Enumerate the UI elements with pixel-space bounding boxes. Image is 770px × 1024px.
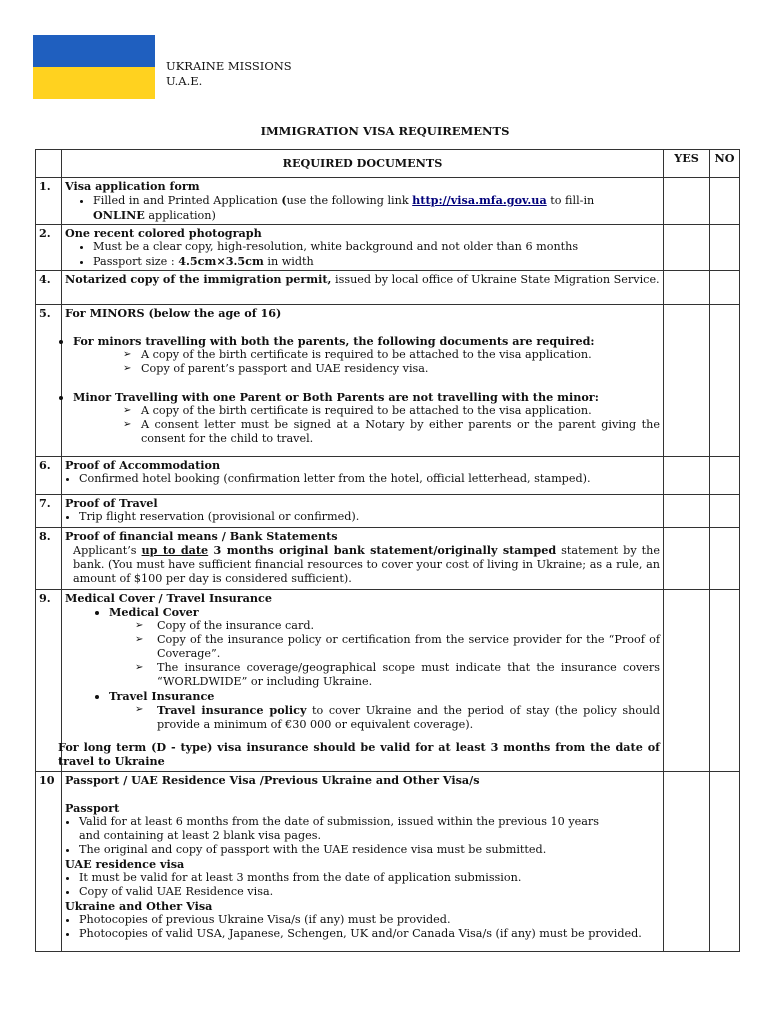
col-yes: YES [664,150,710,178]
table-row [36,590,740,772]
yes-cell[interactable] [664,271,710,305]
no-cell[interactable] [710,457,740,495]
list-item: ➢ The insurance coverage/geographical scope must indicate that the insurance covers “WORLDWIDE” or including Ukraine. [157,661,660,689]
yes-cell[interactable] [664,495,710,528]
yes-cell[interactable] [664,305,710,457]
no-cell[interactable] [710,225,740,271]
yes-cell[interactable] [664,590,710,772]
yes-cell[interactable] [664,528,710,590]
list-item: • Photocopies of valid USA, Japanese, Schengen, UK and/or Canada Visa/s (if any) must be provided. [79,927,660,941]
list-item: • Filled in and Printed Application (use the following link http://visa.mfa.gov.ua to fill-in ONLINE application) [93,193,660,223]
org-line1: UKRAINE MISSIONS [166,59,292,73]
row-content [62,225,664,271]
row-title: Notarized copy of the immigration permit, [65,272,332,286]
org-header [166,59,292,89]
row-content [62,457,664,495]
row-title: For MINORS (below the age of 16) [65,306,282,320]
row-number: 7. [36,495,62,528]
long-term-note: For long term (D - type) visa insurance should be valid for at least 3 months from the date of travel to Ukraine [58,740,660,768]
row-number: 10 [36,772,62,952]
table-row [36,528,740,590]
list-item: • For minors travelling with both the parents, the following documents are required: [73,334,660,348]
list-item: • Copy of valid UAE Residence visa. [79,885,660,899]
row-number: 4. [36,271,62,305]
list-item: ➢ A copy of the birth certificate is required to be attached to the visa application. [141,404,660,418]
row-content [62,528,664,590]
row-content [58,590,664,772]
list-item: • Must be a clear copy, high-resolution, white background and not older than 6 months [93,240,660,254]
row-content [62,178,664,225]
row-content [62,772,664,952]
list-item: ➢ Copy of the insurance policy or certification from the service provider for the “Proof of Coverage”. [157,633,660,661]
no-cell[interactable] [710,528,740,590]
row-title: One recent colored photograph [65,226,262,240]
bank-statement-text: Applicant’s up to date 3 months original bank statement/originally stamped statement by the bank. (You must have sufficient financial resources to cover your cost of living in Ukraine; as a rule, an amount of $100 per day is considered sufficient). [73,543,660,585]
ukraine-flag [33,35,155,99]
row-number: 5. [36,305,62,457]
list-item: • Passport size : 4.5cm×3.5cm in width [93,254,660,269]
yes-cell[interactable] [664,457,710,495]
table-row [36,772,740,952]
page-title: IMMIGRATION VISA REQUIREMENTS [260,124,510,138]
org-line2: U.A.E. [166,74,203,88]
list-item: ➢ A copy of the birth certificate is required to be attached to the visa application. [141,348,660,362]
flag-blue-stripe [33,35,155,67]
row-content: Notarized copy of the immigration permit, issued by local office of Ukraine State Migration Service. [62,271,664,305]
list-item: • The original and copy of passport with the UAE residence visa must be submitted. [79,843,660,857]
list-item: • Trip flight reservation (provisional or confirmed). [79,510,660,524]
table-row [36,495,740,528]
yes-cell[interactable] [664,225,710,271]
list-item: • It must be valid for at least 3 months from the date of application submission. [79,871,660,885]
list-item: ➢ A consent letter must be signed at a Notary by either parents or the parent giving the consent for the child to travel. [141,418,660,446]
subheading-passport: Passport [65,801,120,815]
col-no: NO [710,150,740,178]
row-number: 6. [36,457,62,495]
row-number: 9. [36,590,62,772]
list-item: • Confirmed hotel booking (confirmation letter from the hotel, official letterhead, stamped). [79,472,660,486]
list-item: • Minor Travelling with one Parent or Both Parents are not travelling with the minor: [73,390,660,404]
row-title: Proof of Travel [65,496,158,510]
row-number: 1. [36,178,62,225]
no-cell[interactable] [710,178,740,225]
list-item: • Photocopies of previous Ukraine Visa/s (if any) must be provided. [79,913,660,927]
yes-cell[interactable] [664,178,710,225]
table-row [36,457,740,495]
table-row [36,271,740,305]
row-number: 2. [36,225,62,271]
row-title: Proof of Accommodation [65,458,221,472]
list-item: ➢ Travel insurance policy to cover Ukraine and the period of stay (the policy should provide a minimum of €30 000 or equivalent coverage). [157,703,660,732]
requirements-table [35,149,740,952]
no-cell[interactable] [710,305,740,457]
table-header-row [36,150,740,178]
table-row [36,305,740,457]
row-number: 8. [36,528,62,590]
visa-link[interactable]: http://visa.mfa.gov.ua [412,193,547,207]
list-item: ➢ Copy of parent’s passport and UAE residency visa. [141,362,660,376]
row-title: Medical Cover / Travel Insurance [65,591,272,605]
row-title: Visa application form [65,179,200,193]
list-item: ➢ Copy of the insurance card. [157,619,660,633]
subheading-other-visa: Ukraine and Other Visa [65,899,213,913]
table-row [36,225,740,271]
flag-yellow-stripe [33,67,155,99]
list-item: • Valid for at least 6 months from the date of submission, issued within the previous 10 years and containing at least 2 blank visa pages. [79,815,660,843]
no-cell[interactable] [710,271,740,305]
no-cell[interactable] [710,495,740,528]
list-item: • Travel Insurance [109,689,660,703]
row-title: Passport / UAE Residence Visa /Previous Ukraine and Other Visa/s [65,773,480,787]
col-required-documents: REQUIRED DOCUMENTS [62,150,664,178]
subheading-uae-residence: UAE residence visa [65,857,185,871]
table-row [36,178,740,225]
row-content [62,495,664,528]
no-cell[interactable] [710,772,740,952]
yes-cell[interactable] [664,772,710,952]
list-item: • Medical Cover [109,605,660,619]
row-content [62,305,664,457]
no-cell[interactable] [710,590,740,772]
row-title: Proof of financial means / Bank Statements [65,529,338,543]
